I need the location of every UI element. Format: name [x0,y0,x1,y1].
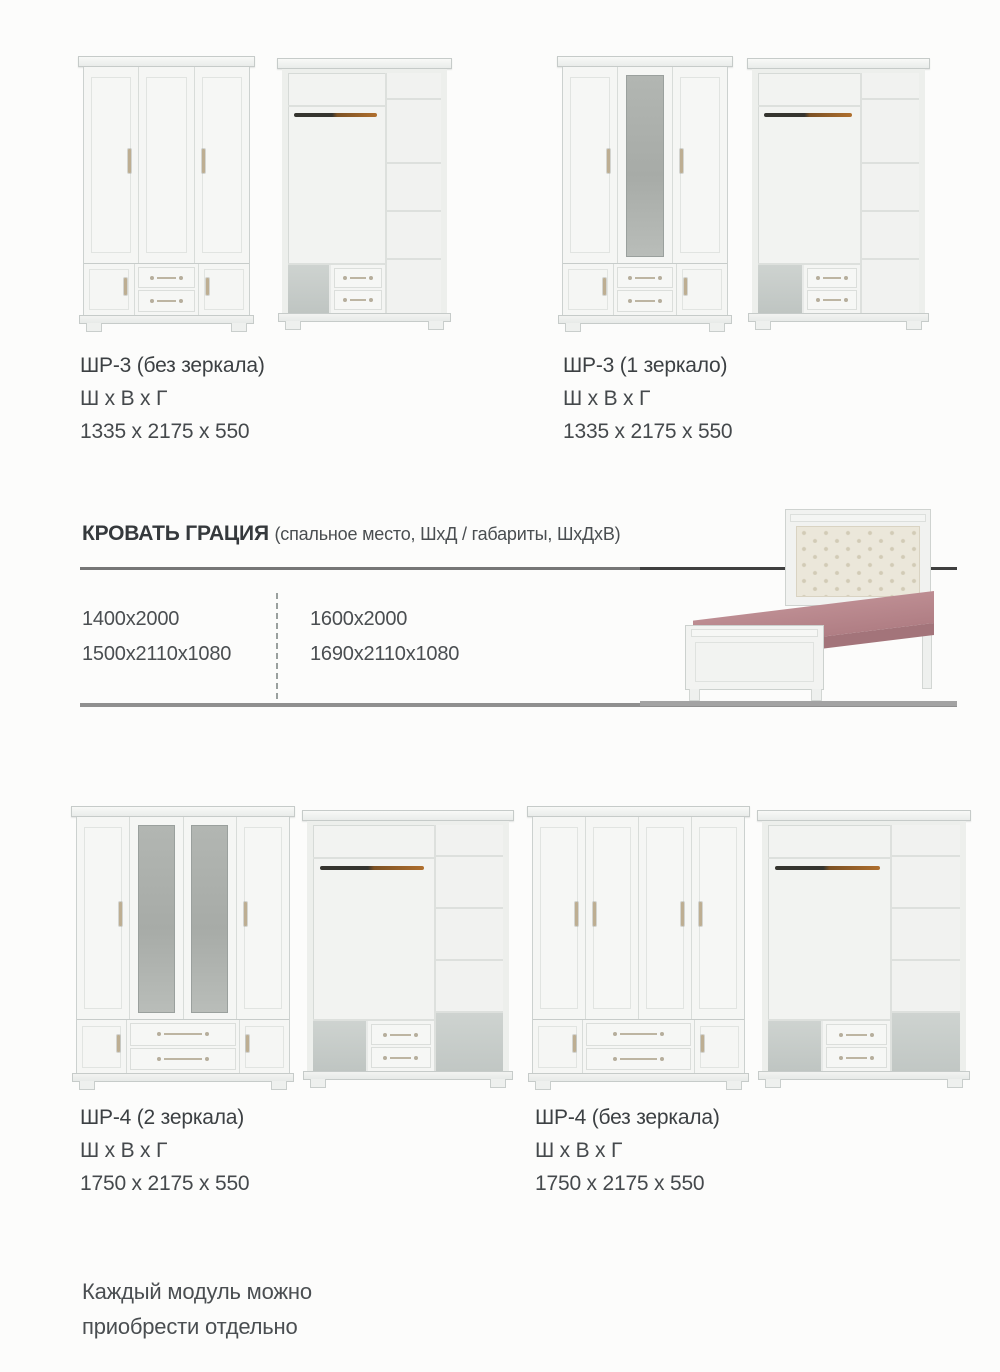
product-dims: 1335 х 2175 х 550 [563,420,733,443]
door-handle [699,902,702,926]
door-panel [570,77,610,253]
interior-bottom-section [758,263,860,313]
door-panel [568,269,608,310]
door-handle [128,149,131,173]
hanging-rod [764,113,852,117]
wardrobe-bottom-section [563,263,727,315]
wardrobe-door [84,67,139,263]
wardrobe-cornice [527,806,750,817]
wardrobe-cornice [557,56,733,67]
hanging-rod [320,866,424,870]
footer-note-line2: приобрести отдельно [82,1314,298,1339]
open-cubby [313,1021,368,1071]
product-name: ШР-4 (2 зеркала) [80,1106,245,1129]
shelf-cell [436,857,503,909]
mirror-panel [138,825,175,1013]
wardrobe-plinth [72,1073,294,1082]
interior-bottom-section [313,1019,434,1071]
drawer-handle [635,300,655,302]
wardrobe-foot [271,1081,287,1090]
product-label-shr4-2-mirrors [80,1101,249,1200]
drawer [334,268,382,288]
open-cubby [436,1013,503,1071]
wardrobe-interior [762,821,966,1071]
wardrobe-cornice [757,810,971,821]
wardrobe-bottom-section [77,1019,289,1073]
bed-leg [811,689,822,701]
open-cubby [758,265,804,313]
wardrobe-door [692,817,744,1019]
interior-shelf-column [434,825,503,1071]
drawer-handle [823,299,840,301]
bottom-side-door [199,264,249,315]
door-handle [593,902,596,926]
door-handle [575,902,578,926]
wardrobe-interior [307,821,509,1071]
drawer [334,290,382,310]
product-label-shr3-1-mirror [563,349,732,448]
drawer-stack [331,265,385,313]
bottom-side-door [533,1020,583,1073]
product-name: ШР-3 (1 зеркало) [563,354,728,377]
wardrobe-cornice [302,810,514,821]
drawer [130,1048,236,1070]
drawer-handle [635,277,655,279]
shr3-open-interior-image [282,58,447,330]
wardrobe-door [237,817,289,1019]
drawer-handle [157,300,177,302]
bed-sleeping-size: 1400х2000 [82,608,180,630]
wardrobe-interior [752,69,925,313]
shelf-cell [387,164,441,212]
interior-shelf-column [890,825,960,1071]
wardrobe-interior [282,69,447,313]
door-panel [699,827,738,1009]
bottom-side-door [240,1020,289,1073]
bottom-side-door [84,264,135,315]
wardrobe-foot [709,323,725,332]
wardrobe-foot [906,321,922,330]
door-panel [146,77,186,253]
shr3-open-interior-image [752,58,925,330]
shelf-cell [892,961,960,1013]
wardrobe-body [532,817,745,1073]
wardrobe-bottom-section [533,1019,744,1073]
top-shelf-compartment [758,73,860,107]
door-panel [540,827,579,1009]
interior-bottom-section [768,1019,890,1071]
bed-option-2 [310,602,459,672]
shelf-cell [892,909,960,961]
shr4-open-interior-image [307,810,509,1088]
door-panel [204,269,244,310]
wardrobe-doors [533,817,744,1019]
wardrobe-foot [490,1079,506,1088]
shelf-cell [892,857,960,909]
drawer-stack [135,264,199,315]
door-handle [684,278,687,295]
product-dims: 1750 х 2175 х 550 [535,1172,705,1195]
hanging-rod [294,113,377,117]
bed-section-bottom-rule-right [640,701,957,706]
drawer-handle [846,1057,867,1059]
door-handle [680,149,683,173]
door-handle [202,149,205,173]
shelf-cell [436,909,503,961]
wardrobe-cornice [747,58,930,69]
bed-overall-size: 1500х2110х1080 [82,643,232,665]
wardrobe-door [139,67,194,263]
wardrobe-foot [79,1081,95,1090]
interior-hanging-section [313,825,434,1071]
shelf-cell [892,825,960,857]
drawer-handle [823,277,840,279]
wardrobe-plinth [528,1073,749,1082]
wardrobe-plinth [758,1071,970,1080]
drawer-handle [164,1058,201,1060]
shelf-cell [387,212,441,260]
wardrobe-foot [535,1081,551,1090]
door-handle [681,902,684,926]
bottom-side-door [677,264,727,315]
bed-sleeping-size: 1600х2000 [310,608,408,630]
door-panel [82,1026,121,1068]
wardrobe-foot [755,321,771,330]
door-handle [701,1035,704,1052]
footer-note [82,1274,312,1344]
bed-section-header [82,522,620,546]
door-panel [244,827,283,1009]
rod-zone [288,107,385,124]
wardrobe-plinth [748,313,929,322]
door-panel [84,827,123,1009]
shelf-cell [862,73,919,100]
shelf-cell [387,73,441,100]
drawer-stack [127,1020,240,1073]
shr4-no-mirror-closed-image [532,806,745,1090]
product-label-shr3-no-mirror [80,349,265,448]
drawer [371,1047,431,1068]
shr4-2-mirrors-closed-image [76,806,290,1090]
bottom-side-door [563,264,614,315]
mirror-panel [626,75,664,257]
drawer-handle [620,1058,657,1060]
top-shelf-compartment [288,73,385,107]
wardrobe-door [195,67,249,263]
wardrobe-door [673,67,727,263]
drawer-handle [390,1057,411,1059]
bed-headboard [785,509,931,606]
bed-footboard [685,625,824,690]
drawer-stack [823,1021,890,1071]
open-cubby [892,1013,960,1071]
drawer-handle [164,1033,201,1035]
product-dims-label: Ш х В х Г [535,1139,623,1162]
wardrobe-bottom-section [84,263,249,315]
shelf-cell [436,961,503,1013]
shelf-cell [862,260,919,313]
shr3-no-mirror-closed-image [83,56,250,332]
bed-section-top-rule [80,567,640,570]
drawer [586,1023,691,1045]
shelf-cell [387,260,441,313]
wardrobe-mirror-door [618,67,673,263]
door-handle [603,278,606,295]
door-handle [607,149,610,173]
footer-note-line1: Каждый модуль можно [82,1279,312,1304]
wardrobe-cornice [78,56,255,67]
wardrobe-plinth [79,315,254,324]
door-panel [593,827,632,1009]
wardrobe-body [562,67,728,315]
wardrobe-foot [285,321,301,330]
wardrobe-plinth [558,315,732,324]
rod-zone [313,859,434,876]
drawer [617,267,674,289]
product-dims-label: Ш х В х Г [563,387,651,410]
drawer [807,268,857,288]
drawer [617,290,674,312]
wardrobe-body [76,817,290,1073]
door-panel [202,77,242,253]
door-panel [682,269,722,310]
wardrobe-door [639,817,692,1019]
shelf-cell [436,825,503,857]
hanging-space [313,877,434,1020]
wardrobe-foot [726,1081,742,1090]
wardrobe-door [563,67,618,263]
door-panel [538,1026,577,1068]
product-name: ШР-4 (без зеркала) [535,1106,720,1129]
bed-gracia-image [675,503,965,703]
drawer [130,1023,236,1045]
bed-overall-size: 1690х2110х1080 [310,643,460,665]
bed-options-divider [276,593,278,699]
drawer-handle [620,1033,657,1035]
door-panel [89,269,129,310]
drawer-handle [157,277,177,279]
shelf-cell [387,100,441,164]
product-label-shr4-no-mirror [535,1101,720,1200]
interior-bottom-section [288,263,385,313]
wardrobe-doors [84,67,249,263]
wardrobe-mirror-door [184,817,237,1019]
wardrobe-doors [563,67,727,263]
drawer-handle [846,1034,867,1036]
drawer [138,267,195,289]
door-panel [245,1026,284,1068]
drawer [826,1024,887,1045]
interior-hanging-section [758,73,860,313]
open-cubby [288,265,331,313]
wardrobe-door [533,817,586,1019]
wardrobe-doors [77,817,289,1019]
door-panel [680,77,720,253]
shr4-open-interior-image [762,810,966,1088]
drawer-stack [614,264,678,315]
wardrobe-mirror-door [130,817,183,1019]
wardrobe-foot [565,323,581,332]
bed-option-1 [82,602,231,672]
door-handle [244,902,247,926]
drawer-stack [368,1021,434,1071]
interior-hanging-section [768,825,890,1071]
hanging-space [758,123,860,262]
drawer [138,290,195,312]
door-handle [246,1035,249,1052]
interior-shelf-column [385,73,441,313]
drawer [371,1024,431,1045]
drawer [807,290,857,310]
wardrobe-cornice [71,806,295,817]
product-name: ШР-3 (без зеркала) [80,354,265,377]
wardrobe-plinth [303,1071,513,1080]
wardrobe-foot [86,323,102,332]
top-shelf-compartment [768,825,890,859]
product-dims: 1335 х 2175 х 550 [80,420,250,443]
drawer-stack [804,265,860,313]
wardrobe-door [586,817,639,1019]
shr3-1-mirror-closed-image [562,56,728,332]
bed-subtitle: (спальное место, ШхД / габариты, ШхДхВ) [274,524,621,544]
rod-zone [758,107,860,124]
wardrobe-foot [231,323,247,332]
bed-leg [689,689,700,701]
wardrobe-foot [310,1079,326,1088]
shelf-cell [862,212,919,260]
product-dims: 1750 х 2175 х 550 [80,1172,250,1195]
wardrobe-foot [428,321,444,330]
shelf-cell [862,164,919,212]
bottom-side-door [695,1020,744,1073]
door-panel [700,1026,739,1068]
drawer-stack [583,1020,695,1073]
product-dims-label: Ш х В х Г [80,387,168,410]
wardrobe-door [77,817,130,1019]
top-shelf-compartment [313,825,434,859]
wardrobe-cornice [277,58,452,69]
drawer [586,1048,691,1070]
hanging-space [288,123,385,262]
product-dims-label: Ш х В х Г [80,1139,168,1162]
wardrobe-body [83,67,250,315]
door-panel [91,77,131,253]
drawer-handle [350,299,366,301]
hanging-rod [775,866,880,870]
door-handle [117,1035,120,1052]
door-handle [206,278,209,295]
interior-shelf-column [860,73,919,313]
drawer [826,1047,887,1068]
shelf-cell [862,100,919,164]
wardrobe-foot [765,1079,781,1088]
drawer-handle [350,277,366,279]
wardrobe-plinth [278,313,451,322]
bed-title: КРОВАТЬ ГРАЦИЯ [82,522,269,545]
open-cubby [768,1021,823,1071]
bottom-side-door [77,1020,127,1073]
interior-hanging-section [288,73,385,313]
rod-zone [768,859,890,876]
tufted-panel [796,526,920,597]
door-handle [124,278,127,295]
drawer-handle [390,1034,411,1036]
hanging-space [768,877,890,1020]
mirror-panel [191,825,228,1013]
door-handle [573,1035,576,1052]
wardrobe-foot [947,1079,963,1088]
door-panel [646,827,685,1009]
